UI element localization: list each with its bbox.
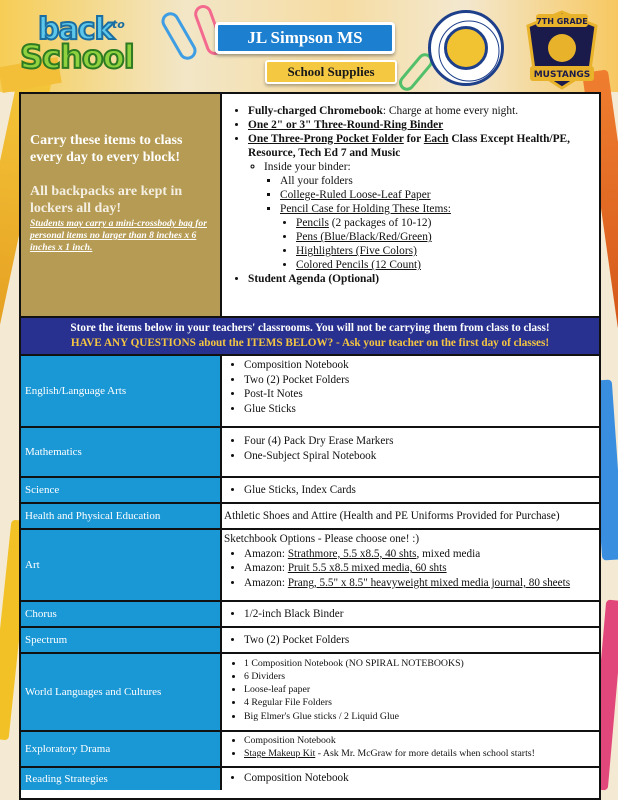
art-option-detail: , mixed media	[416, 547, 481, 560]
colored-pencils-label: Colored Pencils (12 Count)	[296, 259, 421, 272]
list-item	[296, 244, 593, 258]
subject-name: World Languages and Cultures	[21, 654, 222, 730]
school-title: JL Simpson MS	[215, 22, 395, 54]
list-item	[248, 104, 593, 118]
inside-binder-label: Inside your binder:	[264, 161, 351, 174]
subject-name: Chorus	[21, 602, 222, 626]
folder-text: Class Except Health/PE, Resource, Tech Ed 7 and Music	[248, 133, 570, 160]
table-row	[21, 428, 599, 478]
list-item	[248, 132, 593, 272]
subject-name: English/Language Arts	[21, 356, 222, 426]
binder-label: One 2" or 3" Three-Round-Ring Binder	[248, 119, 444, 132]
art-option-store: Amazon:	[244, 576, 288, 589]
list-item: • Composition Notebook	[244, 734, 595, 747]
subject-items	[222, 428, 599, 476]
table-row	[21, 530, 599, 602]
list-item: • 1 Composition Notebook (NO SPIRAL NOTEBOOKS)	[244, 657, 595, 670]
list-item: • Composition Notebook	[244, 358, 595, 373]
list-item	[248, 118, 593, 132]
all-folders-label: All your folders	[280, 175, 353, 188]
crossbody-note: Students may carry a mini-crossbody bag for personal items no larger than 8 inches x 6 inches x 1 inch.	[30, 218, 207, 253]
list-item	[280, 188, 593, 202]
list-item	[296, 230, 593, 244]
list-item: • One-Subject Spiral Notebook	[244, 449, 595, 464]
table-row	[21, 356, 599, 428]
table-row	[21, 504, 599, 530]
subject-items	[222, 478, 599, 502]
list-item: • Two (2) Pocket Folders	[244, 633, 595, 648]
table-row	[21, 478, 599, 504]
subject-name: Spectrum	[21, 628, 222, 652]
carry-heading: Carry these items to class every day to every block!	[30, 133, 183, 166]
subject-items: Athletic Shoes and Attire (Health and PE Uniforms Provided for Purchase)	[224, 510, 560, 522]
carry-items-list	[222, 94, 599, 316]
storage-banner	[21, 318, 599, 356]
art-option-store: Amazon:	[244, 562, 288, 575]
subjects-table	[21, 356, 599, 790]
subject-name: Reading Strategies	[21, 768, 222, 790]
art-option-link[interactable]: Strathmore, 5.5 x8.5, 40 shts	[287, 547, 417, 560]
pencils-label: Pencils	[296, 217, 329, 230]
subject-items	[222, 732, 599, 766]
list-item: • 1/2-inch Black Binder	[244, 607, 595, 622]
banner-line-2: HAVE ANY QUESTIONS about the ITEMS BELOW? - Ask your teacher on the first day of classes!	[70, 336, 550, 349]
subject-name: Science	[21, 478, 222, 502]
list-item: • Glue Sticks, Index Cards	[244, 483, 595, 498]
pens-label: Pens (Blue/Black/Red/Green)	[296, 231, 432, 244]
art-option-link[interactable]: Prang, 5.5" x 8.5" heavyweight mixed media journal, 80 sheets	[287, 576, 571, 589]
table-row	[21, 628, 599, 654]
art-option-link[interactable]: Pruit 5.5 x8.5 mixed media, 60 shts	[287, 562, 447, 575]
paper-label: College-Ruled Loose-Leaf Paper	[280, 189, 431, 202]
logo-school-text: School	[20, 38, 134, 76]
art-intro: Sketchbook Options - Please choose one! :)	[224, 533, 420, 545]
list-item: • 6 Dividers	[244, 670, 595, 683]
chromebook-detail: : Charge at home every night.	[382, 105, 519, 117]
list-item: • Post-It Notes	[244, 387, 595, 402]
list-item	[280, 174, 593, 188]
carry-info-panel	[21, 94, 222, 316]
school-seal-logo	[428, 10, 504, 86]
back-to-school-logo	[16, 12, 148, 74]
subject-items	[222, 602, 599, 626]
list-item: • Composition Notebook	[244, 771, 595, 786]
list-item	[244, 547, 595, 562]
pencils-detail: (2 packages of 10-12)	[328, 217, 432, 230]
table-row	[21, 768, 599, 790]
subject-items	[222, 628, 599, 652]
subject-name: Health and Physical Education	[21, 504, 222, 528]
page-subtitle: School Supplies	[265, 60, 397, 84]
subject-items	[222, 768, 599, 790]
carry-section	[21, 94, 599, 318]
folder-label: One Three-Prong Pocket Folder	[248, 133, 404, 146]
list-item: • Big Elmer's Glue sticks / 2 Liquid Glue	[244, 710, 595, 723]
list-item	[244, 576, 595, 591]
makeup-kit-detail: - Ask Mr. McGraw for more details when school starts!	[315, 748, 535, 760]
table-row	[21, 732, 599, 768]
list-item: • Four (4) Pack Dry Erase Markers	[244, 434, 595, 449]
svg-text:7TH GRADE: 7TH GRADE	[536, 17, 588, 26]
logo-to-text: to	[112, 18, 125, 31]
table-row	[21, 654, 599, 732]
subject-name: Mathematics	[21, 428, 222, 476]
subject-name: Art	[21, 530, 222, 600]
supplies-sheet	[19, 92, 601, 800]
subject-items	[222, 654, 599, 730]
banner-line-1: Store the items below in your teachers' classrooms. You will not be carrying them from class to class!	[70, 322, 550, 334]
list-item: • Glue Sticks	[244, 402, 595, 417]
list-item	[280, 202, 593, 272]
subject-items	[222, 356, 599, 426]
makeup-kit-link[interactable]: Stage Makeup Kit	[244, 748, 316, 760]
list-item	[296, 216, 593, 230]
list-item	[244, 561, 595, 576]
seal-ring-icon	[431, 13, 507, 89]
list-item	[264, 160, 593, 272]
list-item	[244, 747, 595, 760]
chromebook-label: Fully-charged Chromebook	[248, 105, 383, 117]
table-row	[21, 602, 599, 628]
backpack-note: All backpacks are kept in lockers all day!	[30, 184, 183, 217]
list-item: • Two (2) Pocket Folders	[244, 373, 595, 388]
logo-back-text: back	[38, 12, 114, 47]
pencil-case-label: Pencil Case for Holding These Items:	[280, 203, 451, 216]
list-item	[248, 272, 593, 286]
subject-items	[222, 530, 599, 600]
folder-text: for	[403, 133, 424, 146]
subject-name: Exploratory Drama	[21, 732, 222, 766]
list-item: • 4 Regular File Folders	[244, 696, 595, 709]
list-item	[296, 258, 593, 272]
svg-text:MUSTANGS: MUSTANGS	[533, 70, 591, 80]
art-option-store: Amazon:	[244, 547, 288, 560]
highlighters-label: Highlighters (Five Colors)	[296, 245, 417, 258]
folder-emphasis: Each	[423, 133, 449, 146]
mustangs-mascot-logo	[520, 8, 604, 92]
list-item: • Loose-leaf paper	[244, 683, 595, 696]
agenda-label: Student Agenda (Optional)	[248, 273, 380, 286]
